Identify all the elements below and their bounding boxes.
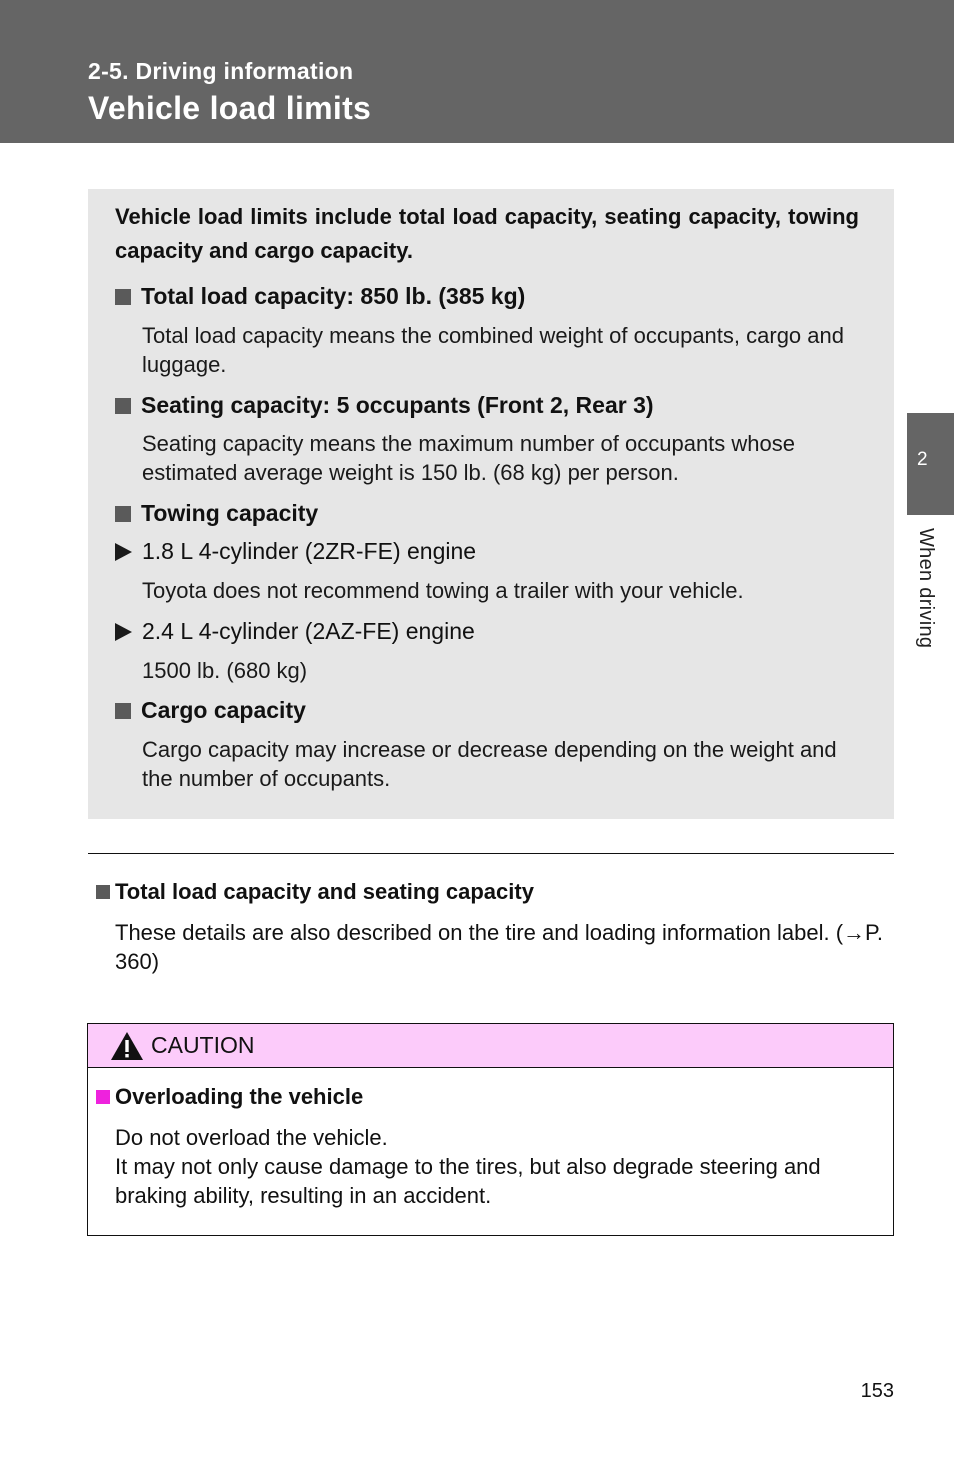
summary-intro: Vehicle load limits include total load capacity, seating capacity, towing capacity and cargo capacity. (115, 204, 859, 263)
triangle-bullet-icon (115, 543, 132, 561)
chapter-label: When driving (915, 528, 937, 649)
triangle-bullet-icon (115, 623, 132, 641)
caution-header (88, 1024, 893, 1068)
section-divider (88, 853, 894, 854)
warning-icon (110, 1031, 144, 1061)
chapter-number: 2 (917, 449, 928, 470)
note-heading: Total load capacity and seating capacity (96, 879, 534, 905)
caution-heading: Overloading the vehicle (96, 1084, 363, 1110)
page-number: 153 (860, 1380, 894, 1402)
square-bullet-icon (96, 1090, 110, 1104)
engine-towing-text: 1500 lb. (680 kg) (142, 658, 308, 683)
cargo-text: Cargo capacity may increase or decrease depending on the weight and the number of occupants. (142, 737, 837, 791)
caution-line: Do not overload the vehicle. (115, 1125, 388, 1150)
caution-line: It may not only cause damage to the tires, but also degrade steering and (115, 1154, 821, 1179)
total-load-heading: Total load capacity: 850 lb. (385 kg) (115, 283, 525, 310)
seating-text: Seating capacity means the maximum number of occupants whose estimated average weight is 150 lb. (68 kg) per person. (142, 431, 795, 485)
square-bullet-icon (115, 703, 131, 719)
engine-item: 1.8 L 4-cylinder (2ZR-FE) engine (115, 538, 476, 565)
cargo-heading: Cargo capacity (115, 697, 306, 724)
seating-heading: Seating capacity: 5 occupants (Front 2, Rear 3) (115, 392, 654, 419)
chapter-tab[interactable] (907, 413, 954, 515)
towing-heading: Towing capacity (115, 500, 318, 527)
engine-towing-text: Toyota does not recommend towing a trailer with your vehicle. (142, 578, 744, 603)
total-load-text: Total load capacity means the combined weight of occupants, cargo and luggage. (142, 323, 844, 377)
page-header (0, 0, 954, 143)
square-bullet-icon (96, 885, 110, 899)
section-label: 2-5. Driving information (88, 58, 354, 84)
square-bullet-icon (115, 506, 131, 522)
caution-line: braking ability, resulting in an accident. (115, 1183, 492, 1208)
engine-item: 2.4 L 4-cylinder (2AZ-FE) engine (115, 618, 475, 645)
square-bullet-icon (115, 398, 131, 414)
page-title: Vehicle load limits (88, 90, 372, 126)
caution-label: CAUTION (151, 1032, 255, 1058)
square-bullet-icon (115, 289, 131, 305)
caution-text (115, 1123, 887, 1210)
note-text: These details are also described on the tire and loading information label. (→P. 360) (115, 920, 883, 974)
